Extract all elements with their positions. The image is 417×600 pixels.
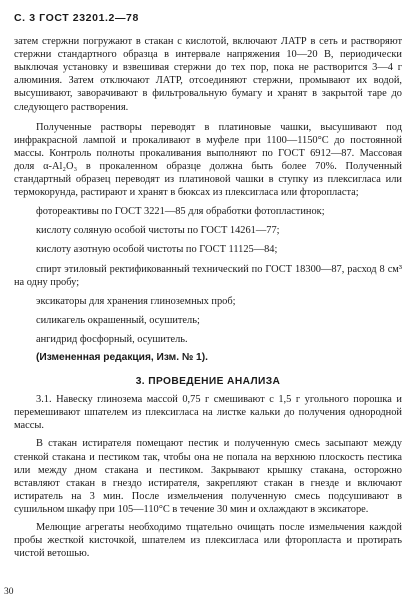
paragraph-1: затем стержни погружают в стакан с кислотой, включают ЛАТР в сеть и растворяют стержни стандартного образца в интервале напряжения 10—20 В, периодически выключая установку и взвешивая стержни до тех пор, пока не растворится 3—4 г алюминия. Затем отключают ЛАТР, отсоединяют стержни, промывают их водой, высушивают, заворачивают в фильтровальную бумагу и хранят в закрытой таре до следующего растворения.: [14, 36, 402, 113]
paragraph-2: Полученные растворы переводят в платиновые чашки, высушивают под инфракрасной лампой и прокаливают в муфеле при 1100—1150°С до постоянной массы. Контроль полноты прокаливания выполняют по ГОСТ 6912—87. Массовая доля α-Al₂O₃ в прокаленном образце должна быть более 70%. Полученный стандартный образец переводят из платиновой чашки в ступку из плексигласа или термокорунда, растирают и хранят в бюксах из плексигласа или фторопласта;: [14, 121, 402, 199]
paragraph-grinder: В стакан истирателя помещают пестик и полученную смесь засыпают между стенкой стакана и пестиком так, чтобы она не попала на верхнюю плоскость пестика или между дном стакана и пестиком. Закрывают крышку стакана, осторожно вставляют стакан в гнездо истирателя, закрепляют стакан в гнезде и включают истиратель на 3 мин. После измельчения полученную смесь подсушивают в сушильном шкафу при 105—110°С в течение 30 мин и охлаждают в эксикаторе.: [14, 438, 402, 515]
paragraph-3-1: 3.1. Навеску глинозема массой 0,75 г смешивают с 1,5 г угольного порошка и перемешивают шпателем из плексигласа на листке кальки до получения однородной массы.: [14, 394, 402, 432]
paragraph-cleaning: Мелющие агрегаты необходимо тщательно очищать после измельчения каждой пробы жесткой кисточкой, шпателем из плексигласа или фторопласта и протирать чистой ветошью.: [14, 522, 402, 560]
list-item-phosphoric-anhydride: ангидрид фосфорный, осушитель.: [36, 333, 188, 345]
revision-note: (Измененная редакция, Изм. № 1).: [36, 351, 208, 363]
list-item-hydrochloric-acid: кислоту соляную особой чистоты по ГОСТ 14261—77;: [36, 225, 280, 237]
page-header: С. 3 ГОСТ 23201.2—78: [14, 12, 139, 24]
list-item-nitric-acid: кислоту азотную особой чистоты по ГОСТ 11125—84;: [36, 244, 278, 256]
list-item-ethyl-alcohol: спирт этиловый ректификованный технический по ГОСТ 18300—87, расход 8 см³ на одну пробу;: [14, 263, 402, 288]
section-title: 3. ПРОВЕДЕНИЕ АНАЛИЗА: [135, 376, 281, 388]
list-item-silica-gel: силикагель окрашенный, осушитель;: [36, 314, 200, 326]
document-page: [14, 12, 402, 560]
list-item-desiccators: эксикаторы для хранения глиноземных проб;: [36, 295, 236, 307]
page-number: 30: [4, 587, 14, 597]
list-item-photoreagents: фотореактивы по ГОСТ 3221—85 для обработки фотопластинок;: [36, 206, 325, 218]
